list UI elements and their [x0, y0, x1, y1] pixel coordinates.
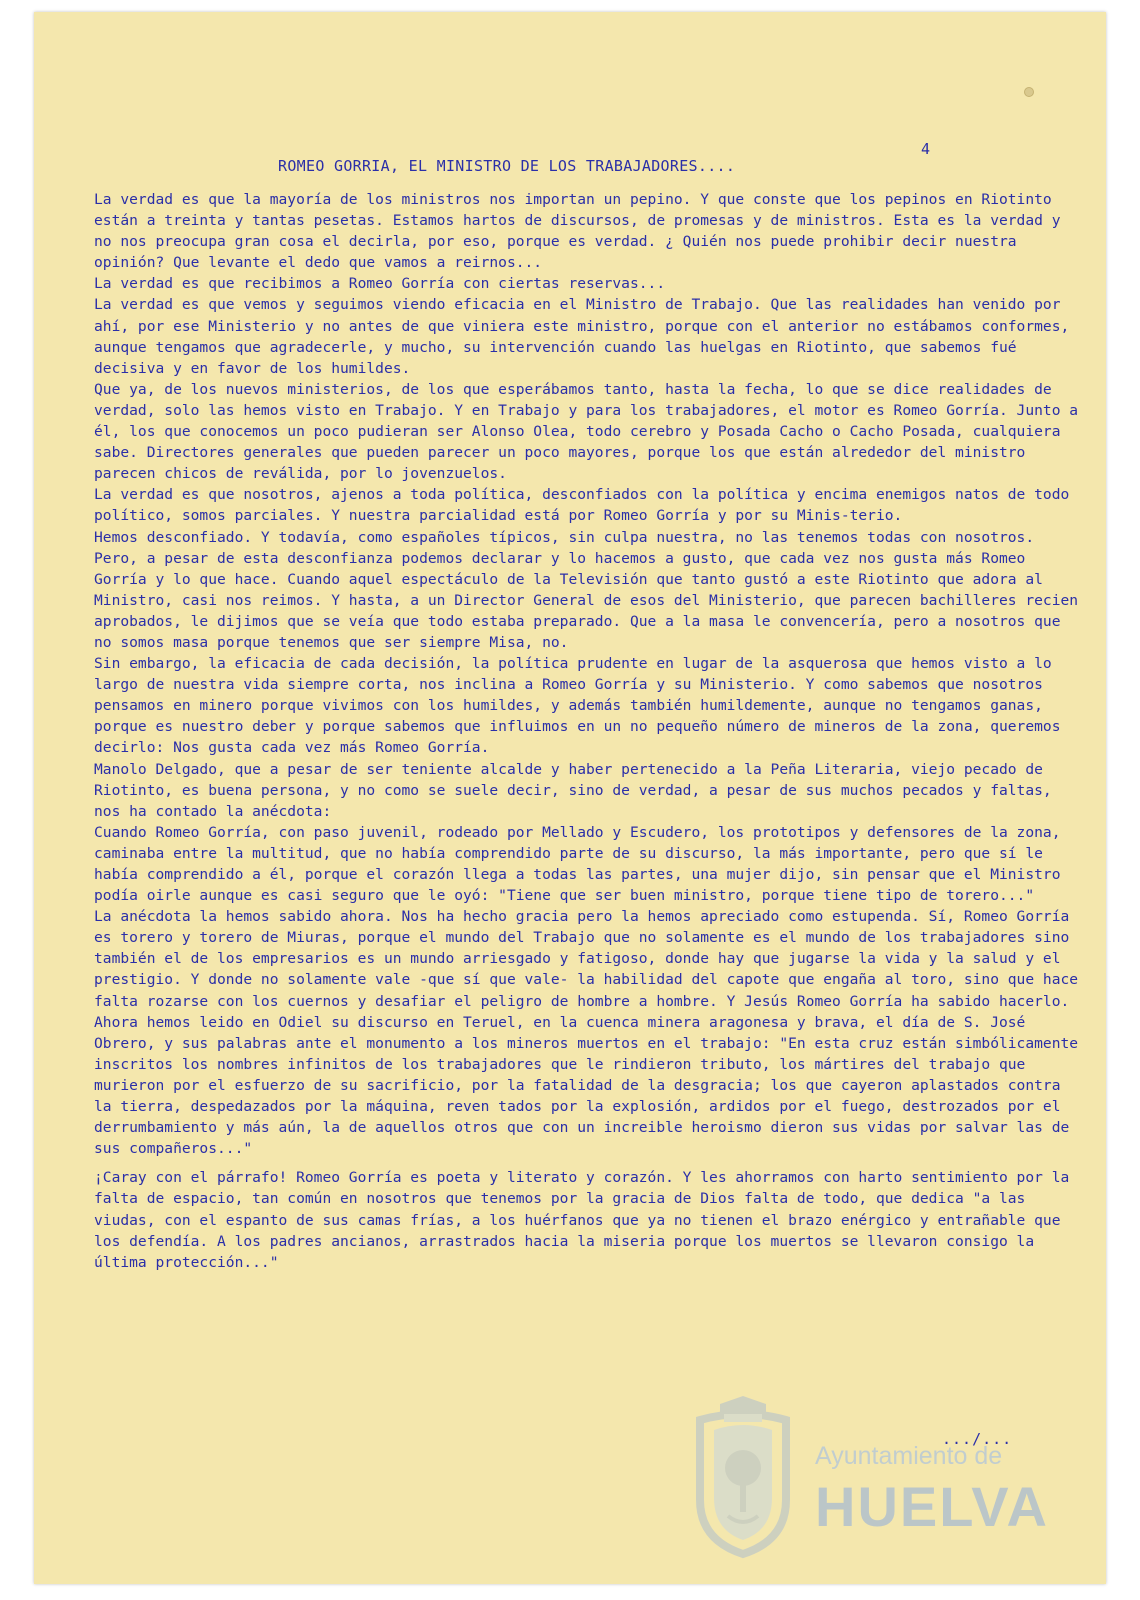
page-number: 4: [921, 140, 931, 158]
punch-hole: [1024, 87, 1034, 97]
paragraph: La anécdota la hemos sabido ahora. Nos ha hecho gracia pero la hemos apreciado como estupenda. Sí, Romeo Gorría es torero y torero de Miuras, porque el mundo del Trabajo que no solamente es el mundo de los trabajadores sino también el de los empresarios es un mundo arriesgado y fatigoso, donde hay que jugarse la vida y la salud y el prestigio. Y donde no solamente vale -que sí que vale- la habilidad del capote que engaña al toro, sino que hace falta rozarse con los cuernos y desafiar el peligro de hombre a hombre. Y Jesús Romeo Gorría ha sabido hacerlo.: [94, 908, 1079, 1010]
paragraph: Cuando Romeo Gorría, con paso juvenil, rodeado por Mellado y Escudero, los prototipos y defensores de la zona, caminaba entre la multitud, que no había comprendido parte de su discurso, la más importante, pero que sí le había comprendido a él, porque el corazón llega a todas las partes, una mujer dijo, sin pensar que el Ministro podía oirle aunque es casi seguro que le oyó: "Tiene que ser buen ministro, porque tiene tipo de torero...": [94, 823, 1061, 905]
paragraph: Ahora hemos leido en Odiel su discurso en Teruel, en la cuenca minera aragonesa y brava, el día de S. José Obrero, y sus palabras ante el monumento a los mineros muertos en el trabajo: "En esta cruz están simbólicamente inscritos los nombres infinitos de los trabajadores que le rindieron tributo, los mártires del trabajo que murieron por el esfuerzo de su sacrificio, por la fatalidad de la desgracia; los que cayeron aplastados contra la tierra, despedazados por la máquina, reven tados por la explosión, ardidos por el fuego, destrozados por el derrumbamiento y más aún, la de aquellos otros que con un increible heroismo dieron sus vidas por salvar las de sus compañeros...": [94, 1013, 1079, 1158]
paragraph: Hemos desconfiado. Y todavía, como españoles típicos, sin culpa nuestra, no las tenemos todas con nosotros. Pero, a pesar de esta desconfianza podemos declarar y lo hacemos a gusto, que cada vez nos gusta más Romeo Gorría y lo que hace. Cuando aquel espectáculo de la Televisión que tanto gustó a este Riotinto que adora al Ministro, casi nos reimos. Y hasta, a un Director General de esos del Ministerio, que parecen bachilleres recien aprobados, le dijimos que se veía que todo estaba preparado. Que a la masa le convencería, pero a nosotros que no somos masa porque tenemos que ser siempre Misa, no.: [94, 528, 1079, 651]
paragraph: La verdad es que la mayoría de los ministros nos importan un pepino. Y que conste que los pepinos en Riotinto están a treinta y tantas pesetas. Estamos hartos de discursos, de promesas y de ministros. Esta es la verdad y no nos preocupa gran cosa el decirla, por eso, porque es verdad. ¿ Quién nos puede prohibir decir nuestra opinión? Que levante el dedo que vamos a reirnos...: [94, 191, 1061, 272]
paragraph: La verdad es que recibimos a Romeo Gorría con ciertas reservas...: [94, 275, 666, 293]
paragraph: Que ya, de los nuevos ministerios, de los que esperábamos tanto, hasta la fecha, lo que se dice realidades de verdad, solo las hemos visto en Trabajo. Y en Trabajo y para los trabajadores, el motor es Romeo Gorría. Junto a él, los que conocemos un poco pudieran ser Alonso Olea, todo cerebro y Posada Cacho o Cacho Posada, cualquiera sabe. Directores generales que pueden parecer un poco mayores, porque los que están alrededor del ministro parecen chicos de reválida, por lo jovenzuelos.: [94, 380, 1079, 483]
city-seal-icon: [680, 1390, 806, 1560]
watermark-line1: Ayuntamiento de: [815, 1442, 1003, 1470]
continuation-mark: .../...: [942, 1430, 1013, 1448]
paragraph: ¡Caray con el párrafo! Romeo Gorría es poeta y literato y corazón. Y les ahorramos con harto sentimiento por la falta de espacio, tan común en nosotros que tenemos por la gracia de Dios falta de todo, que dedica "a las viudas, con el espanto de sus camas frías, a los huérfanos que ya no tienen el brazo enérgico y entrañable que los defendía. A los padres ancianos, arrastrados hacia la miseria porque los muertos se llevaron consigo la última protección...": [94, 1169, 1070, 1271]
paragraph: La verdad es que vemos y seguimos viendo eficacia en el Ministro de Trabajo. Que las realidades han venido por ahí, por ese Ministerio y no antes de que viniera este ministro, porque con el anterior no estábamos conformes, aunque tengamos que agradecerle, y mucho, su intervención cuando las huelgas en Riotinto, que sabemos fué decisiva y en favor de los humildes.: [94, 296, 1070, 377]
article-title: ROMEO GORRIA, EL MINISTRO DE LOS TRABAJADORES....: [278, 157, 736, 175]
article-body: [94, 189, 1084, 1273]
watermark-line2: HUELVA: [815, 1475, 1049, 1538]
paragraph: La verdad es que nosotros, ajenos a toda política, desconfiados con la política y encima enemigos natos de todo político, somos parciales. Y nuestra parcialidad está por Romeo Gorría y por su Minis-terio.: [94, 486, 1070, 525]
paragraph: Sin embargo, la eficacia de cada decisión, la política prudente en lugar de la asquerosa que hemos visto a lo largo de nuestra vida siempre corta, nos inclina a Romeo Gorría y su Ministerio. Y como sabemos que nosotros pensamos en minero porque vivimos con los humildes, y además también humildemente, aunque no tengamos ganas, porque es nuestro deber y porque sabemos que influimos en un no pequeño número de mineros de la zona, queremos decirlo: Nos gusta cada vez más Romeo Gorría.: [94, 655, 1061, 757]
document-page: [34, 12, 1106, 1584]
paragraph: Manolo Delgado, que a pesar de ser teniente alcalde y haber pertenecido a la Peña Literaria, viejo pecado de Riotinto, es buena persona, y no como se suele decir, sino de verdad, a pesar de sus muchos pecados y faltas, nos ha contado la anécdota:: [94, 760, 1052, 820]
watermark: [680, 1390, 1049, 1560]
